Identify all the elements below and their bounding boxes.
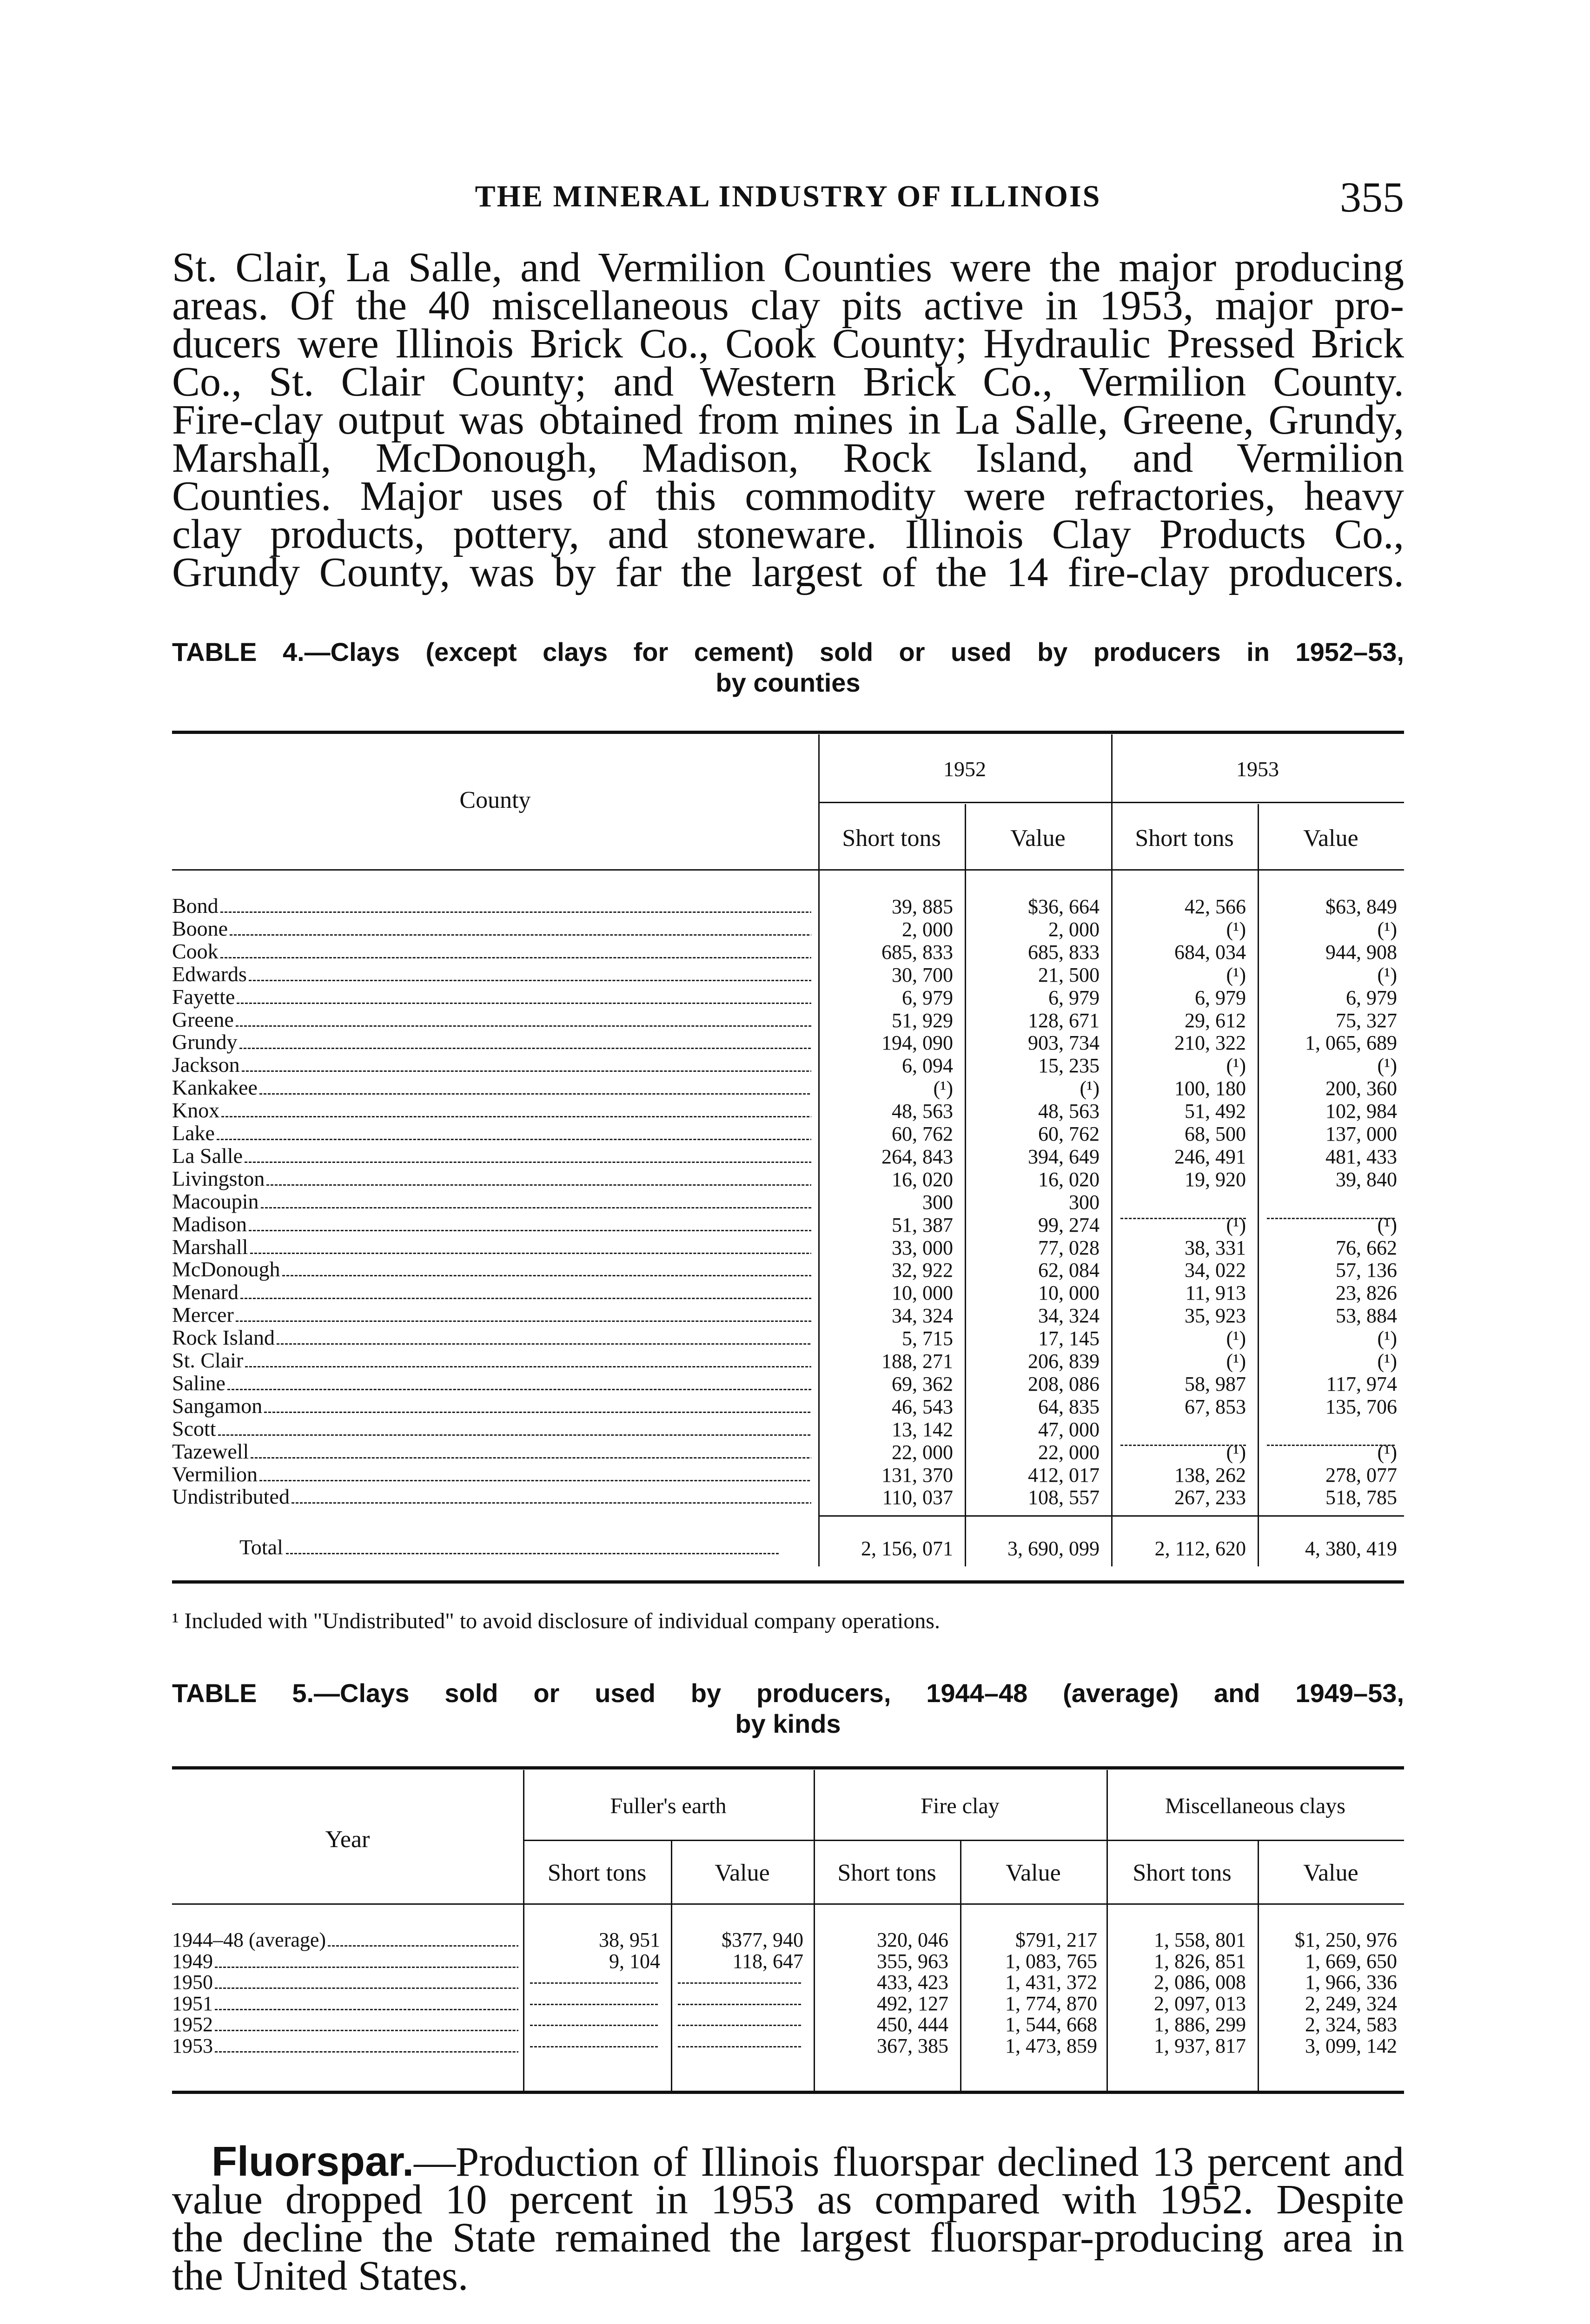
table4-value-1952: 6, 979 (1048, 986, 1100, 1009)
table4-value-1952: 16, 020 (1038, 1168, 1100, 1191)
table4-top-rule (172, 731, 1404, 734)
table4-tons-1952: 6, 979 (902, 986, 953, 1009)
table4-county-name (172, 1462, 811, 1486)
table5-fireclay-tons: 450, 444 (877, 2013, 948, 2036)
table5-misc-value: 3, 099, 142 (1305, 2034, 1397, 2057)
table4-value-1952: 108, 557 (1028, 1486, 1100, 1509)
intro-line: Fire-clay output was obtained from mines in La Salle, Greene, Grundy, (172, 397, 1404, 443)
county-label: Tazewell (172, 1439, 249, 1463)
fluorspar-line: the decline the State remained the largest fluorspar-producing area in (172, 2215, 1404, 2261)
table5-caption-line1: TABLE 5.—Clays sold or used by producers, 1944–48 (average) and 1949–53, (172, 1678, 1404, 1708)
table4-value-1952: 10, 000 (1038, 1281, 1100, 1304)
table4-tons-1953: (¹) (1226, 1214, 1246, 1236)
table5-fullers-tons-blank (530, 2004, 658, 2005)
table5-fireclay-value: 1, 431, 372 (1005, 1971, 1097, 1994)
table4-county-name (172, 1007, 811, 1032)
table4-value-1952: 685, 833 (1028, 941, 1100, 964)
table4-county-name (172, 1189, 811, 1214)
table4-bottom-rule (172, 1580, 1404, 1584)
year-label: 1944–48 (average) (172, 1928, 326, 1951)
table4-value-1953: (¹) (1377, 1441, 1397, 1464)
table4-tons-1953: 29, 612 (1185, 1009, 1246, 1032)
table4-year-1953: 1953 (1236, 757, 1279, 781)
running-header (172, 174, 1404, 225)
table4-value-1952: 60, 762 (1038, 1122, 1100, 1145)
table4-tons-1953: 51, 492 (1185, 1100, 1246, 1122)
table4-tons-1952: 188, 271 (881, 1350, 953, 1373)
fluorspar-line: Fluorspar.—Production of Illinois fluorspar declined 13 percent and (212, 2139, 1404, 2185)
table5-fireclay-value: 1, 544, 668 (1005, 2013, 1097, 2036)
county-label: Madison (172, 1212, 247, 1236)
table5-fullers-value-blank (678, 1982, 801, 1984)
year-label: 1950 (172, 1971, 213, 1994)
table4-value-1953: 53, 884 (1336, 1304, 1397, 1327)
table4-county-name (172, 1257, 811, 1281)
table4-tons-1953: (¹) (1226, 964, 1246, 986)
table4-tons-1952: 51, 929 (892, 1009, 953, 1032)
county-label: Knox (172, 1098, 220, 1122)
table5-fullers-value-blank (678, 2004, 801, 2005)
county-label: La Salle (172, 1144, 243, 1168)
table4-tons-1953: 210, 322 (1174, 1031, 1246, 1054)
table4-tons-1953: 42, 566 (1185, 895, 1246, 918)
table4-tons-1953: 100, 180 (1174, 1077, 1246, 1100)
intro-line: Grundy County, was by far the largest of the 14 fire-clay producers. (172, 549, 1404, 595)
table4-tons-1952: 30, 700 (892, 964, 953, 986)
table4-year-1952: 1952 (943, 757, 986, 781)
table4-tons-1952: 6, 094 (902, 1054, 953, 1077)
table4-value-1953: 23, 826 (1336, 1281, 1397, 1304)
table5-fc-value: Value (1006, 1860, 1061, 1886)
running-title: THE MINERAL INDUSTRY OF ILLINOIS (475, 179, 1101, 213)
table4-value-1952: 2, 000 (1048, 918, 1100, 941)
county-label: McDonough (172, 1257, 280, 1281)
table4-county-name (172, 1075, 811, 1100)
blank-dash (1267, 1218, 1395, 1219)
county-label: St. Clair (172, 1348, 244, 1372)
table4-county-name (172, 984, 811, 1009)
table4-value-1953: 1, 065, 689 (1305, 1031, 1397, 1054)
fluorspar-line: the United States. (172, 2253, 469, 2299)
table4-tons-1952: 16, 020 (892, 1168, 953, 1191)
intro-line: clay products, pottery, and stoneware. Illinois Clay Products Co., (172, 511, 1404, 557)
table4-value-1952: 206, 839 (1028, 1350, 1100, 1373)
table4-total-value-1953: 4, 380, 419 (1305, 1537, 1397, 1560)
table4-tons-1952: 194, 090 (881, 1031, 953, 1054)
county-label: Kankakee (172, 1076, 258, 1099)
table5-group-rule (524, 1840, 1404, 1841)
table4-county-name (172, 916, 811, 941)
table5-header-rule (172, 1903, 1404, 1905)
table4-tons-1952: 22, 000 (892, 1441, 953, 1464)
table5-misc-value: $1, 250, 976 (1295, 1928, 1397, 1951)
table5-fullers-value: 118, 647 (732, 1950, 803, 1973)
table4-county-name (172, 1325, 811, 1350)
table4-tons-1952: 48, 563 (892, 1100, 953, 1122)
table4-value-1952: 47, 000 (1038, 1418, 1100, 1441)
table5-misc-tons: 1, 558, 801 (1154, 1928, 1246, 1951)
table5-caption (172, 1678, 1404, 1739)
table4-county-name (172, 1143, 811, 1168)
table5-year-label (172, 2013, 518, 2036)
county-label: Vermilion (172, 1462, 258, 1486)
table4-value-1952: 62, 084 (1038, 1259, 1100, 1281)
table4-value-1953: 135, 706 (1325, 1395, 1397, 1418)
table4-tons-1952: 34, 324 (892, 1304, 953, 1327)
fluorspar-paragraph (172, 2139, 1404, 2299)
year-label: 1952 (172, 2013, 213, 2036)
table4-total-tons-1952: 2, 156, 071 (861, 1537, 953, 1560)
table4-value-1952: 300 (1069, 1191, 1100, 1214)
table4-tons-1953: 34, 022 (1185, 1259, 1246, 1281)
table5-misc-value: 1, 669, 650 (1305, 1950, 1397, 1973)
blank-dash (1120, 1445, 1246, 1446)
table4-county-name (172, 893, 811, 918)
table5-fireclay-tons: 367, 385 (877, 2034, 948, 2057)
table5-fireclay-tons: 433, 423 (877, 1971, 948, 1994)
table5-fe-value: Value (715, 1860, 770, 1886)
table4-caption-line1: TABLE 4.—Clays (except clays for cement) sold or used by producers in 1952–53, (172, 637, 1404, 667)
table4-value-1952: Value (1010, 825, 1066, 852)
table4-value-1952: 412, 017 (1028, 1464, 1100, 1486)
table4-value-1952: 22, 000 (1038, 1441, 1100, 1464)
table4-total-label: Total (239, 1535, 811, 1559)
blank-dash (1267, 1445, 1395, 1446)
table4-county-name (172, 1098, 811, 1122)
table5-misc-tons: 1, 886, 299 (1154, 2013, 1246, 2036)
table4-value-1953: Value (1303, 825, 1358, 852)
table5-fireclay-tons: 492, 127 (877, 1992, 948, 2015)
table4-total-value-1952: 3, 690, 099 (1007, 1537, 1100, 1560)
table4-county-name (172, 1393, 811, 1418)
table4-tons-1953: 11, 913 (1185, 1281, 1246, 1304)
table4-tons-1953: (¹) (1226, 1327, 1246, 1350)
table4-total-tons-1953: 2, 112, 620 (1154, 1537, 1246, 1560)
table4-value-1953: 944, 908 (1325, 941, 1397, 964)
county-label: Marshall (172, 1235, 248, 1259)
county-label: Edwards (172, 962, 247, 986)
table4-county-name (172, 1235, 811, 1259)
fluorspar-line: value dropped 10 percent in 1953 as compared with 1952. Despite (172, 2177, 1404, 2223)
table4-value-1952: 17, 145 (1038, 1327, 1100, 1350)
table4-county-name (172, 1416, 811, 1441)
table4-value-1952: 34, 324 (1038, 1304, 1100, 1327)
county-label: Rock Island (172, 1326, 275, 1349)
table5-year-label (172, 2034, 518, 2058)
table4-county-name (172, 939, 811, 964)
table4-tons-1953: (¹) (1226, 918, 1246, 941)
county-label: Jackson (172, 1053, 240, 1076)
blank-dash (1120, 1218, 1246, 1219)
table4-value-1952: 903, 734 (1028, 1031, 1100, 1054)
table5-year-header: Year (325, 1826, 370, 1853)
intro-line: areas. Of the 40 miscellaneous clay pits active in 1953, major pro- (172, 283, 1404, 329)
table4-county-name (172, 1348, 811, 1373)
table5-fireclay-value: 1, 083, 765 (1005, 1950, 1097, 1973)
table5-year-label (172, 1949, 518, 1973)
table4-county-name (172, 1484, 811, 1509)
county-label: Boone (172, 917, 228, 940)
table4-total-rule (819, 1515, 1404, 1517)
table4-short-tons-1953: Short tons (1135, 825, 1234, 852)
table4-county-name (172, 962, 811, 986)
table4-tons-1953: 19, 920 (1185, 1168, 1246, 1191)
table4-value-1953: $63, 849 (1325, 895, 1397, 918)
table4-value-1952: 64, 835 (1038, 1395, 1100, 1418)
table4-value-1953: (¹) (1377, 1327, 1397, 1350)
table4-value-1952: 99, 274 (1038, 1214, 1100, 1236)
table4-county-name (172, 1439, 811, 1464)
table4-tons-1953: 6, 979 (1195, 986, 1246, 1009)
table5-fireclay-value: 1, 473, 859 (1005, 2034, 1097, 2057)
table4-county-header: County (459, 787, 531, 813)
table4-tons-1952: 2, 000 (902, 918, 953, 941)
table5-fe-short-tons: Short tons (547, 1860, 647, 1886)
table4-value-1952: $36, 664 (1028, 895, 1100, 918)
table4-value-1953: 76, 662 (1336, 1236, 1397, 1259)
table5-mc-value: Value (1303, 1860, 1358, 1886)
table4-value-1952: 15, 235 (1038, 1054, 1100, 1077)
table4-tons-1952: 110, 037 (882, 1486, 953, 1509)
county-label: Lake (172, 1121, 215, 1145)
table5-fc-short-tons: Short tons (837, 1860, 936, 1886)
table5-misc-tons: 1, 937, 817 (1154, 2034, 1246, 2057)
table4-tons-1953: (¹) (1226, 1350, 1246, 1373)
table5-misc-tons: 1, 826, 851 (1154, 1950, 1246, 1973)
county-label: Menard (172, 1280, 239, 1304)
table5-fullers-tons-blank (530, 2025, 658, 2026)
table5-misc-value: 1, 966, 336 (1305, 1971, 1397, 1994)
table4-county-name (172, 1371, 811, 1395)
intro-paragraph (172, 244, 1404, 595)
table5-mc-short-tons: Short tons (1133, 1860, 1232, 1886)
table4-tons-1952: 69, 362 (892, 1373, 953, 1395)
table4-tons-1952: 300 (922, 1191, 953, 1214)
table4-value-1953: 117, 974 (1326, 1373, 1397, 1395)
fluorspar-heading: Fluorspar. (212, 2139, 414, 2185)
table4-value-1952: 128, 671 (1028, 1009, 1100, 1032)
table4-value-1953: 75, 327 (1336, 1009, 1397, 1032)
table4-value-1953: 278, 077 (1325, 1464, 1397, 1486)
table4-tons-1952: 264, 843 (881, 1145, 953, 1168)
table5-group-fire-clay: Fire clay (921, 1794, 1000, 1818)
table4-county-name (172, 1212, 811, 1236)
table4-year-rule (819, 802, 1404, 803)
table4-tons-1953: 67, 853 (1185, 1395, 1246, 1418)
table5-fullers-tons: 38, 951 (599, 1928, 660, 1951)
table5-misc-tons: 2, 086, 008 (1154, 1971, 1246, 1994)
year-label: 1951 (172, 1992, 213, 2015)
table4-value-1953: 57, 136 (1336, 1259, 1397, 1281)
table4-value-1953: 39, 840 (1336, 1168, 1397, 1191)
county-label: Cook (172, 939, 219, 963)
table5-fullers-tons-blank (530, 2046, 658, 2047)
table4-tons-1952: (¹) (933, 1077, 953, 1100)
table4-caption-line2: by counties (716, 668, 861, 697)
table5-fireclay-value: $791, 217 (1015, 1928, 1097, 1951)
table5-fullers-value-blank (678, 2025, 801, 2026)
county-label: Undistributed (172, 1485, 290, 1508)
table4-tons-1952: 131, 370 (881, 1464, 953, 1486)
table5-misc-value: 2, 249, 324 (1305, 1992, 1397, 2015)
table4-county-name (172, 1280, 811, 1304)
county-label: Fayette (172, 985, 235, 1009)
table5-group-fullers-earth: Fuller's earth (610, 1794, 727, 1818)
table4-tons-1953: (¹) (1226, 1441, 1246, 1464)
table4-tons-1952: 51, 387 (892, 1214, 953, 1236)
table4-value-1952: 208, 086 (1028, 1373, 1100, 1395)
table4-tons-1953: (¹) (1226, 1054, 1246, 1077)
table4-county-name (172, 1030, 811, 1054)
table4-value-1953: (¹) (1377, 918, 1397, 941)
county-label: Saline (172, 1371, 225, 1395)
table5-fullers-tons-blank (530, 1982, 658, 1984)
table4-short-tons-1952: Short tons (842, 825, 941, 852)
table4-value-1953: 518, 785 (1325, 1486, 1397, 1509)
year-label: 1953 (172, 2034, 213, 2057)
table4-tons-1952: 5, 715 (902, 1327, 953, 1350)
table5-fullers-value: $377, 940 (722, 1928, 803, 1951)
table4-county-name (172, 1166, 811, 1191)
county-label: Scott (172, 1417, 216, 1440)
table4-tons-1953: 267, 233 (1174, 1486, 1246, 1509)
county-label: Livingston (172, 1167, 265, 1190)
table4-tons-1953: 684, 034 (1174, 941, 1246, 964)
table5-year-label (172, 1992, 518, 2015)
table4-tons-1953: 38, 331 (1185, 1236, 1246, 1259)
table4-tons-1953: 138, 262 (1174, 1464, 1246, 1486)
table4-tons-1952: 13, 142 (892, 1418, 953, 1441)
table4-value-1953: 200, 360 (1325, 1077, 1397, 1100)
table4-tons-1952: 46, 543 (892, 1395, 953, 1418)
table5-caption-line2: by kinds (735, 1709, 841, 1738)
county-label: Grundy (172, 1030, 238, 1054)
county-label: Macoupin (172, 1189, 259, 1213)
table4-tons-1953: 68, 500 (1185, 1122, 1246, 1145)
table5-fireclay-tons: 355, 963 (877, 1950, 948, 1973)
table4-value-1953: 481, 433 (1325, 1145, 1397, 1168)
county-label: Bond (172, 894, 219, 918)
table5-fullers-value-blank (678, 2046, 801, 2047)
table4-value-1953: (¹) (1377, 964, 1397, 986)
county-label: Greene (172, 1008, 234, 1031)
table4-county-name (172, 1121, 811, 1145)
table5-top-rule (172, 1766, 1404, 1769)
table4-tons-1952: 685, 833 (881, 941, 953, 964)
table5-misc-tons: 2, 097, 013 (1154, 1992, 1246, 2015)
table4-value-1953: 102, 984 (1325, 1100, 1397, 1122)
table5-misc-value: 2, 324, 583 (1305, 2013, 1397, 2036)
table4-value-1952: (¹) (1080, 1077, 1100, 1100)
table4-tons-1952: 39, 885 (892, 895, 953, 918)
table4-header-rule (172, 869, 1404, 871)
table4-tons-1952: 60, 762 (892, 1122, 953, 1145)
table5-fullers-tons: 9, 104 (609, 1950, 660, 1973)
table4-value-1952: 77, 028 (1038, 1236, 1100, 1259)
table4-county-name (172, 1052, 811, 1077)
intro-line: Marshall, McDonough, Madison, Rock Island, and Vermilion (172, 435, 1404, 481)
table4-value-1952: 48, 563 (1038, 1100, 1100, 1122)
table4-caption (172, 637, 1404, 698)
table5-year-label (172, 1970, 518, 1994)
table4-tons-1953: 58, 987 (1185, 1373, 1246, 1395)
table4-value-1953: 137, 000 (1325, 1122, 1397, 1145)
table5-year-label (172, 1928, 518, 1952)
county-label: Sangamon (172, 1394, 263, 1418)
table4-tons-1952: 32, 922 (892, 1259, 953, 1281)
table5-fireclay-value: 1, 774, 870 (1005, 1992, 1097, 2015)
table4-tons-1953: 246, 491 (1174, 1145, 1246, 1168)
table4-value-1953: (¹) (1377, 1350, 1397, 1373)
table4-tons-1953: 35, 923 (1185, 1304, 1246, 1327)
table4-value-1952: 21, 500 (1038, 964, 1100, 986)
table4-footnote: ¹ Included with "Undistributed" to avoid disclosure of individual company operations. (172, 1609, 940, 1633)
intro-line: Co., St. Clair County; and Western Brick Co., Vermilion County. (172, 359, 1404, 405)
table4-value-1953: (¹) (1377, 1054, 1397, 1077)
table4-county-name (172, 1302, 811, 1327)
table5-group-misc-clays: Miscellaneous clays (1165, 1794, 1345, 1818)
year-label: 1949 (172, 1950, 213, 1973)
table4-tons-1952: 10, 000 (892, 1281, 953, 1304)
table5-fireclay-tons: 320, 046 (877, 1928, 948, 1951)
county-label: Mercer (172, 1303, 234, 1327)
table5-bottom-rule (172, 2091, 1404, 2094)
table4-value-1952: 394, 649 (1028, 1145, 1100, 1168)
table4-tons-1952: 33, 000 (892, 1236, 953, 1259)
page-number: 355 (1340, 173, 1404, 221)
intro-line: Counties. Major uses of this commodity were refractories, heavy (172, 473, 1404, 519)
intro-line: St. Clair, La Salle, and Vermilion Counties were the major producing (172, 244, 1404, 290)
table4-value-1953: (¹) (1377, 1214, 1397, 1236)
table4-value-1953: 6, 979 (1346, 986, 1397, 1009)
intro-line: ducers were Illinois Brick Co., Cook County; Hydraulic Pressed Brick (172, 321, 1404, 367)
